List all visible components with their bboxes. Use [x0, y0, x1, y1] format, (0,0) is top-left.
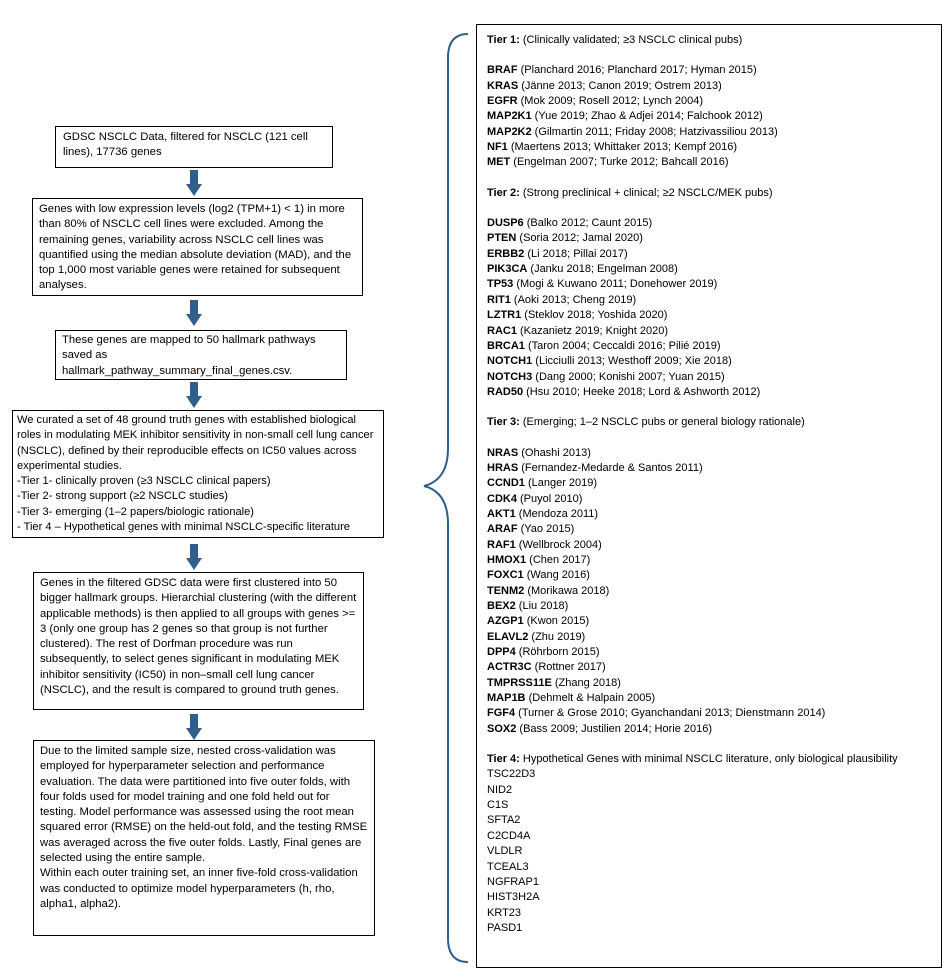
- cv-paragraph-2: Within each outer training set, an inner five-fold cross-validation was conducted to optimize model hyperparameters (h, rho, alpha1, alpha2).: [40, 867, 358, 910]
- gene-symbol: MAP1B: [487, 692, 526, 705]
- down-arrow-icon: [186, 714, 202, 740]
- gene-references: (Soria 2012; Jamal 2020): [516, 232, 643, 245]
- gene-references: (Wang 2016): [523, 569, 590, 582]
- step-clustering-box: [33, 572, 364, 710]
- gene-references: (Bass 2009; Justilien 2014; Horie 2016): [516, 722, 713, 735]
- gene-entry: SFTA2: [487, 814, 521, 827]
- gene-references: (Langer 2019): [524, 477, 598, 490]
- gene-entry: [487, 538, 931, 553]
- gene-entry: [487, 492, 931, 507]
- gene-references: (Turner & Grose 2010; Gyanchandani 2013; Dienstmann 2014): [515, 707, 826, 720]
- gene-entry: C2CD4A: [487, 829, 531, 842]
- gene-entry: [487, 599, 931, 614]
- cv-paragraph-1: Due to the limited sample size, nested cross-validation was employed for hyperparameter selection and performance evaluation. The data were partitioned into five outer folds, with four folds used for model training and one fold held out for testing. Model performance was assessed using the root mean squared error (RMSE) on the held-out fold, and the testing RMSE was averaged across the five outer folds. Lastly, Final genes are selected using the entire sample.: [40, 745, 368, 865]
- down-arrow-icon: [186, 300, 202, 326]
- gene-symbol: RAD50: [487, 385, 524, 398]
- gene-entry: [487, 660, 931, 675]
- gene-symbol: ACTR3C: [487, 661, 532, 674]
- gene-symbol: RAF1: [487, 538, 516, 551]
- gene-entry: C1S: [487, 799, 509, 812]
- step-hallmark-box: [55, 330, 347, 380]
- gene-symbol: HRAS: [487, 461, 519, 474]
- gene-entry: [487, 446, 931, 461]
- gene-references: (Zhang 2018): [551, 676, 621, 689]
- gene-references: (Yao 2015): [517, 523, 575, 536]
- gene-references: (Yue 2019; Zhao & Adjei 2014; Falchook 2012): [531, 110, 763, 123]
- gene-symbol: ELAVL2: [487, 630, 529, 643]
- gene-entry: TCEAL3: [487, 860, 529, 873]
- gene-entry: [487, 568, 931, 583]
- gene-entry: [487, 293, 931, 308]
- gene-references: (Mogi & Kuwano 2011; Donehower 2019): [513, 278, 718, 291]
- step-clustering-text: Genes in the filtered GDSC data were first clustered into 50 bigger hallmark groups. Hierarchial clustering (with the different applicable methods) is then applied to all groups with genes >= 3 (only one group has 2 genes so that group is not further clustered). The rest of Dorfman procedure was run subsequently, to select genes significant in modulating MEK inhibitor sensitivity (IC50) in non–small cell lung cancer (NSCLC), and the result is compared to ground truth genes.: [40, 577, 357, 697]
- gene-entry: [487, 231, 931, 246]
- tier-4-genes: [487, 767, 931, 936]
- gene-symbol: NF1: [487, 141, 508, 154]
- step-hallmark-text: These genes are mapped to 50 hallmark pathways saved as hallmark_pathway_summary_final_genes.csv.: [62, 334, 316, 377]
- gene-entry: [487, 691, 931, 706]
- ground-truth-tier-1: -Tier 1- clinically proven (≥3 NSCLC clinical papers): [17, 475, 271, 488]
- gene-entry: [487, 507, 931, 522]
- tier-1-genes: [487, 63, 931, 170]
- down-arrow-icon: [186, 170, 202, 196]
- gene-symbol: LZTR1: [487, 309, 522, 322]
- gene-symbol: DPP4: [487, 646, 516, 659]
- gene-references: (Planchard 2016; Planchard 2017; Hyman 2015): [517, 64, 757, 77]
- gene-references: (Röhrborn 2015): [515, 646, 600, 659]
- cross-validation-box: [33, 740, 375, 936]
- gene-references: (Janku 2018; Engelman 2008): [527, 263, 678, 276]
- gene-references: (Rottner 2017): [531, 661, 606, 674]
- gene-symbol: NOTCH1: [487, 355, 533, 368]
- gene-entry: [487, 522, 931, 537]
- gene-symbol: MAP2K1: [487, 110, 532, 123]
- gene-entry: [487, 94, 931, 109]
- gene-entry: [487, 584, 931, 599]
- gene-entry: [487, 370, 931, 385]
- gene-symbol: AKT1: [487, 507, 516, 520]
- gene-symbol: NOTCH3: [487, 370, 533, 383]
- gene-entry: [487, 354, 931, 369]
- tier-2-heading: Tier 2: (Strong preclinical + clinical; ≥2 NSCLC/MEK pubs): [487, 186, 773, 199]
- gene-symbol: BRAF: [487, 64, 518, 77]
- gene-entry: [487, 676, 931, 691]
- gene-symbol: TENM2: [487, 584, 525, 597]
- gene-references: (Fernandez-Medarde & Santos 2011): [518, 461, 703, 474]
- gene-symbol: ARAF: [487, 523, 518, 536]
- gene-references: (Aoki 2013; Cheng 2019): [510, 293, 637, 306]
- gene-entry: [487, 461, 931, 476]
- gene-entry: [487, 722, 931, 737]
- gene-entry: TSC22D3: [487, 768, 536, 781]
- gene-entry: [487, 109, 931, 124]
- tier-3-heading: Tier 3: (Emerging; 1–2 NSCLC pubs or general biology rationale): [487, 416, 805, 429]
- gene-symbol: CCND1: [487, 477, 525, 490]
- gene-entry: [487, 476, 931, 491]
- gene-symbol: BEX2: [487, 600, 516, 612]
- ground-truth-intro: We curated a set of 48 ground truth genes with established biological roles in modulating MEK inhibitor sensitivity in non-small cell lung cancer (NSCLC), defined by their reproducible effects on IC50 values across experimental studies.: [17, 414, 374, 472]
- gene-references: (Licciulli 2013; Westhoff 2009; Xie 2018): [532, 355, 732, 368]
- gene-symbol: MET: [487, 156, 511, 169]
- gene-entry: [487, 706, 931, 721]
- gene-symbol: RIT1: [487, 293, 511, 306]
- gene-entry: [487, 339, 931, 354]
- gene-references: (Jänne 2013; Canon 2019; Ostrem 2013): [518, 79, 722, 92]
- gene-symbol: FOXC1: [487, 569, 524, 582]
- gene-entry: [487, 277, 931, 292]
- gene-references: (Ohashi 2013): [518, 446, 591, 459]
- gene-symbol: PIK3CA: [487, 263, 528, 276]
- gene-entry: HIST3H2A: [487, 891, 540, 904]
- gene-references: (Chen 2017): [526, 553, 591, 566]
- gene-symbol: MAP2K2: [487, 125, 532, 138]
- gene-entry: [487, 308, 931, 323]
- gene-references: (Gilmartin 2011; Friday 2008; Hatzivassiliou 2013): [531, 125, 778, 138]
- gene-entry: [487, 216, 931, 231]
- gene-symbol: DUSP6: [487, 217, 524, 230]
- step-data-text: GDSC NSCLC Data, filtered for NSCLC (121 cell lines), 17736 genes: [63, 131, 308, 159]
- tier-3-genes: [487, 446, 931, 738]
- gene-references: (Dang 2000; Konishi 2007; Yuan 2015): [532, 370, 725, 383]
- gene-references: (Maertens 2013; Whittaker 2013; Kempf 2016): [507, 141, 738, 154]
- gene-symbol: NRAS: [487, 446, 519, 459]
- tier-2-genes: [487, 216, 931, 400]
- gene-references: (Li 2018; Pillai 2017): [524, 247, 628, 260]
- gene-symbol: AZGP1: [487, 615, 524, 628]
- gene-references: (Dehmelt & Halpain 2005): [525, 692, 656, 705]
- gene-entry: PASD1: [487, 921, 523, 934]
- gene-entry: [487, 247, 931, 262]
- gene-symbol: TP53: [487, 278, 514, 291]
- gene-references: (Hsu 2010; Heeke 2018; Lord & Ashworth 2012): [523, 385, 761, 398]
- gene-symbol: FGF4: [487, 707, 516, 720]
- gene-entry: [487, 140, 931, 155]
- step-filter-text: Genes with low expression levels (log2 (TPM+1) < 1) in more than 80% of NSCLC cell lines were excluded. Among the remaining genes, variability across NSCLC cell lines was quantified using the median absolute deviation (MAD), and the top 1,000 most variable genes were retained for subsequent analyses.: [39, 203, 352, 292]
- gene-entry: NID2: [487, 783, 513, 796]
- gene-entry: KRT23: [487, 906, 522, 919]
- gene-references: (Taron 2004; Ceccaldi 2016; Pilié 2019): [524, 339, 721, 352]
- gene-references: (Steklov 2018; Yoshida 2020): [521, 309, 668, 322]
- gene-entry: [487, 324, 931, 339]
- gene-entry: [487, 614, 931, 629]
- ground-truth-tier-3: -Tier 3- emerging (1–2 papers/biologic rationale): [17, 505, 254, 518]
- ground-truth-box: [12, 410, 384, 538]
- gene-references: (Engelman 2007; Turke 2012; Bahcall 2016): [510, 156, 729, 169]
- gene-entry: VLDLR: [487, 845, 523, 858]
- gene-entry: [487, 553, 931, 568]
- gene-symbol: HMOX1: [487, 553, 527, 566]
- ground-truth-tier-2: -Tier 2- strong support (≥2 NSCLC studies): [17, 490, 228, 503]
- gene-entry: [487, 630, 931, 645]
- gene-references: (Puyol 2010): [516, 492, 583, 505]
- down-arrow-icon: [186, 544, 202, 570]
- gene-references: (Wellbrock 2004): [515, 538, 602, 551]
- gene-entry: [487, 63, 931, 78]
- gene-symbol: KRAS: [487, 79, 519, 92]
- gene-references: (Mendoza 2011): [515, 507, 599, 520]
- step-filter-box: [32, 198, 363, 296]
- gene-symbol: EGFR: [487, 95, 518, 108]
- gene-references: (Zhu 2019): [528, 630, 586, 643]
- gene-symbol: SOX2: [487, 722, 517, 735]
- gene-references: (Liu 2018): [515, 600, 569, 612]
- gene-entry: NGFRAP1: [487, 875, 539, 888]
- gene-symbol: CDK4: [487, 492, 517, 505]
- gene-symbol: TMPRSS11E: [487, 676, 552, 689]
- gene-references: (Mok 2009; Rosell 2012; Lynch 2004): [517, 95, 704, 108]
- tier-1-heading: Tier 1: (Clinically validated; ≥3 NSCLC clinical pubs): [487, 34, 743, 46]
- step-data-box: [55, 126, 333, 168]
- gene-references: (Kwon 2015): [523, 615, 590, 628]
- gene-symbol: RAC1: [487, 324, 517, 337]
- ground-truth-tier-4: - Tier 4 – Hypothetical genes with minimal NSCLC-specific literature: [17, 521, 350, 534]
- gene-entry: [487, 79, 931, 94]
- gene-entry: [487, 125, 931, 140]
- gene-symbol: BRCA1: [487, 339, 525, 352]
- gene-references: (Kazanietz 2019; Knight 2020): [516, 324, 668, 337]
- curly-brace-icon: [418, 28, 470, 968]
- gene-symbol: PTEN: [487, 232, 517, 245]
- gene-symbol: ERBB2: [487, 247, 525, 260]
- gene-references: (Morikawa 2018): [524, 584, 610, 597]
- gene-entry: [487, 155, 931, 170]
- gene-references: (Balko 2012; Caunt 2015): [523, 217, 653, 230]
- tier-list-box: [476, 24, 942, 968]
- gene-entry: [487, 645, 931, 660]
- gene-entry: [487, 262, 931, 277]
- down-arrow-icon: [186, 382, 202, 408]
- gene-entry: [487, 385, 931, 400]
- tier-4-heading: Tier 4: Hypothetical Genes with minimal NSCLC literature, only biological plausibility: [487, 753, 898, 766]
